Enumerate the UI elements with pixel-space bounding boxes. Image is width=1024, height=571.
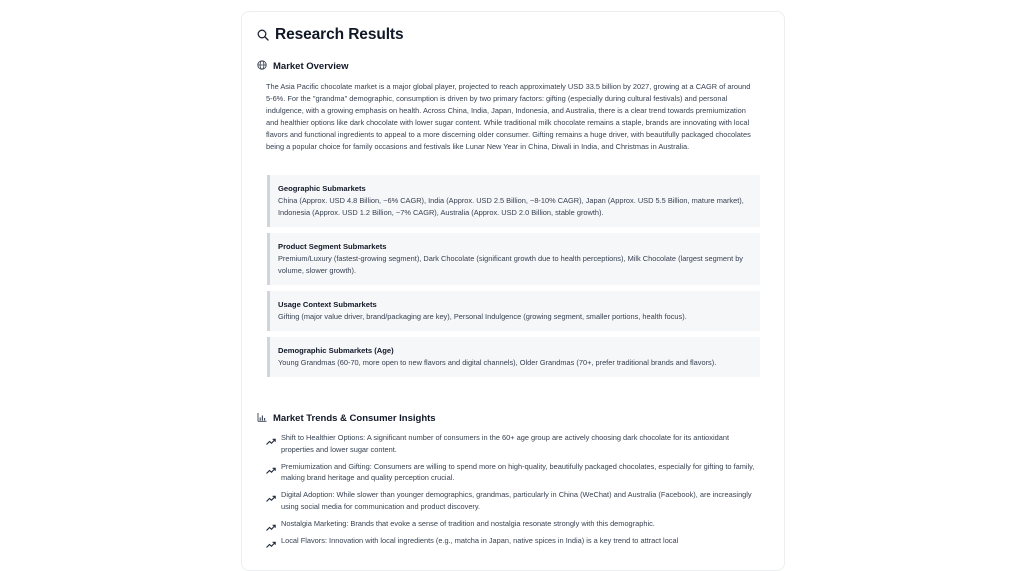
trend-text: Premiumization and Gifting: Consumers are willing to spend more on high-quality, beautifully packaged chocolates, especially for gifting to family, making brand heritage and quality perception crucial. [281,461,755,483]
market-trends-title: Market Trends & Consumer Insights [273,412,436,424]
submarket-card-product-segment [267,233,760,285]
trend-text: Nostalgia Marketing: Brands that evoke a sense of tradition and nostalgia resonate strongly with this demographic. [281,518,655,528]
submarket-title: Geographic Submarkets [278,184,366,193]
trending-up-icon [266,536,276,544]
submarket-card-demographic [267,337,760,377]
list-item [266,489,760,513]
submarket-description: China (Approx. USD 4.8 Billion, ~6% CAGR), India (Approx. USD 2.5 Billion, ~8-10% CAGR), Japan (Approx. USD 5.5 Billion, mature market), Indonesia (Approx. USD 1.2 Billion, ~7% CAGR), Australia (Approx. USD 2.0 Billion, stable growth). [278,196,744,217]
submarket-title: Demographic Submarkets (Age) [278,346,394,355]
market-overview-text: The Asia Pacific chocolate market is a major global player, projected to reach approximately USD 33.5 billion by 2027, growing at a CAGR of around 5-6%. For the "grandma" demographic, consumption is driven by two primary factors: gifting (especially during cultural festivals) and personal indulgence, with a growing emphasis on health. Across China, India, Japan, Indonesia, and Australia, there is a clear trend towards premiumization and healthier options like dark chocolate with lower sugar content. While traditional milk chocolate remains a staple, brands are innovating with local flavors and functional ingredients to appeal to a more discerning older consumer. Gifting remains a huge driver, with beautifully packaged chocolates being a popular choice for family occasions and festivals like Lunar New Year in China, Diwali in India, and Christmas in Australia. [266,82,751,152]
globe-icon [257,57,267,75]
trends-list [266,432,760,551]
submarket-card-geographic [267,175,760,227]
market-overview-header [257,57,349,75]
bar-chart-icon [257,409,267,427]
market-overview-title: Market Overview [273,60,349,72]
search-icon [257,29,269,41]
submarket-title: Product Segment Submarkets [278,242,387,251]
list-item [266,518,760,530]
market-trends-header [257,409,436,427]
trend-text: Local Flavors: Innovation with local ingredients (e.g., matcha in Japan, native spices in India) is a key trend to attract local [281,535,679,545]
trend-text: Shift to Healthier Options: A significant number of consumers in the 60+ age group are actively choosing dark chocolate for its antioxidant properties and lower sugar content. [281,433,730,454]
list-item [266,432,760,456]
trending-up-icon [266,433,276,441]
trending-up-icon [266,519,276,527]
page-header [257,26,404,44]
page-title: Research Results [275,26,404,43]
submarket-description: Gifting (major value driver, brand/packaging are key), Personal Indulgence (growing segment, smaller portions, health focus). [278,312,687,321]
submarket-description: Premium/Luxury (fastest-growing segment), Dark Chocolate (significant growth due to health perceptions), Milk Chocolate (largest segment by volume, slower growth). [278,254,743,275]
submarket-card-usage-context [267,291,760,331]
research-results-card [241,11,785,571]
submarket-title: Usage Context Submarkets [278,300,377,309]
trending-up-icon [266,490,276,498]
trending-up-icon [266,462,276,470]
list-item [266,461,760,485]
list-item [266,535,760,547]
submarket-description: Young Grandmas (60-70, more open to new flavors and digital channels), Older Grandmas (70+, prefer traditional brands and flavors). [278,358,717,367]
trend-text: Digital Adoption: While slower than younger demographics, grandmas, particularly in China (WeChat) and Australia (Facebook), are increasingly using social media for communication and product discovery. [281,490,752,511]
